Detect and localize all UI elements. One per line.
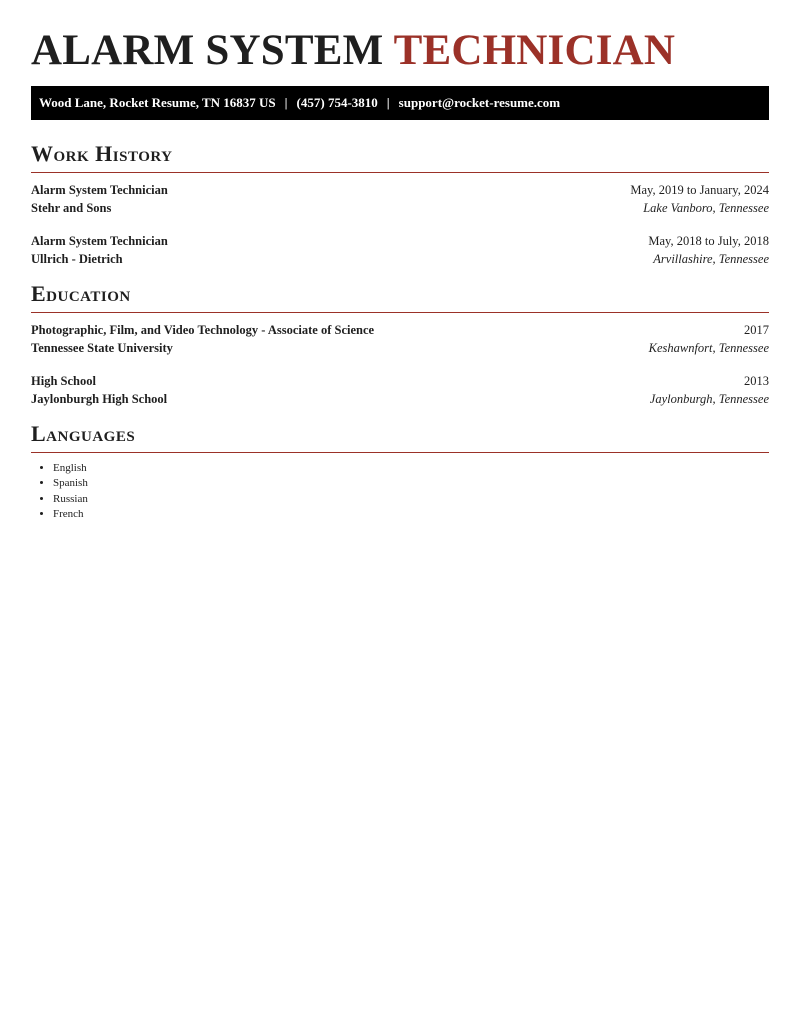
contact-bar [31, 86, 769, 120]
contact-address: Wood Lane, Rocket Resume, TN 16837 US [39, 95, 276, 110]
resume-title [31, 25, 675, 77]
job-title: Alarm System Technician [31, 234, 168, 248]
school-location: Keshawnfort, Tennessee [648, 341, 769, 355]
company-name: Ullrich - Dietrich [31, 252, 123, 266]
job-dates: May, 2018 to July, 2018 [648, 234, 769, 248]
school-name: Tennessee State University [31, 341, 173, 355]
language-item: • English [53, 461, 88, 476]
degree: Photographic, Film, and Video Technology - Associate of Science [31, 323, 375, 337]
work-entry-1-line-2 [31, 199, 769, 217]
work-entry-1-line-1 [31, 181, 769, 199]
language-item: • French [53, 507, 88, 522]
language-item: • Russian [53, 492, 88, 507]
school-name: Jaylonburgh High School [31, 392, 168, 406]
work-entry-2-line-1 [31, 232, 769, 250]
work-history-heading: Work History [31, 141, 173, 166]
school-location: Jaylonburgh, Tennessee [649, 392, 769, 406]
title-main: ALARM SYSTEM [31, 27, 384, 74]
company-name: Stehr and Sons [31, 201, 112, 215]
languages-list [31, 461, 88, 522]
degree: High School [31, 374, 96, 388]
contact-email[interactable]: support@rocket-resume.com [398, 95, 561, 110]
section-divider [31, 312, 769, 313]
job-title: Alarm System Technician [31, 183, 168, 197]
education-heading: Education [31, 281, 131, 306]
language-item: • Spanish [53, 476, 88, 491]
section-divider [31, 172, 769, 173]
languages-heading: Languages [31, 421, 136, 446]
work-entry-2-line-2 [31, 250, 769, 268]
job-location: Arvillashire, Tennessee [653, 252, 769, 266]
contact-separator: | [386, 95, 390, 110]
contact-phone: (457) 754-3810 [296, 95, 378, 110]
education-entry-2-line-2 [31, 390, 769, 408]
job-dates: May, 2019 to January, 2024 [630, 183, 769, 197]
title-accent: TECHNICIAN [393, 27, 676, 74]
education-entry-1-line-1 [31, 321, 769, 339]
graduation-year: 2017 [744, 323, 769, 337]
education-entry-2-line-1 [31, 372, 769, 390]
contact-separator: | [284, 95, 288, 110]
graduation-year: 2013 [744, 374, 769, 388]
education-entry-1-line-2 [31, 339, 769, 357]
job-location: Lake Vanboro, Tennessee [643, 201, 769, 215]
section-divider [31, 452, 769, 453]
